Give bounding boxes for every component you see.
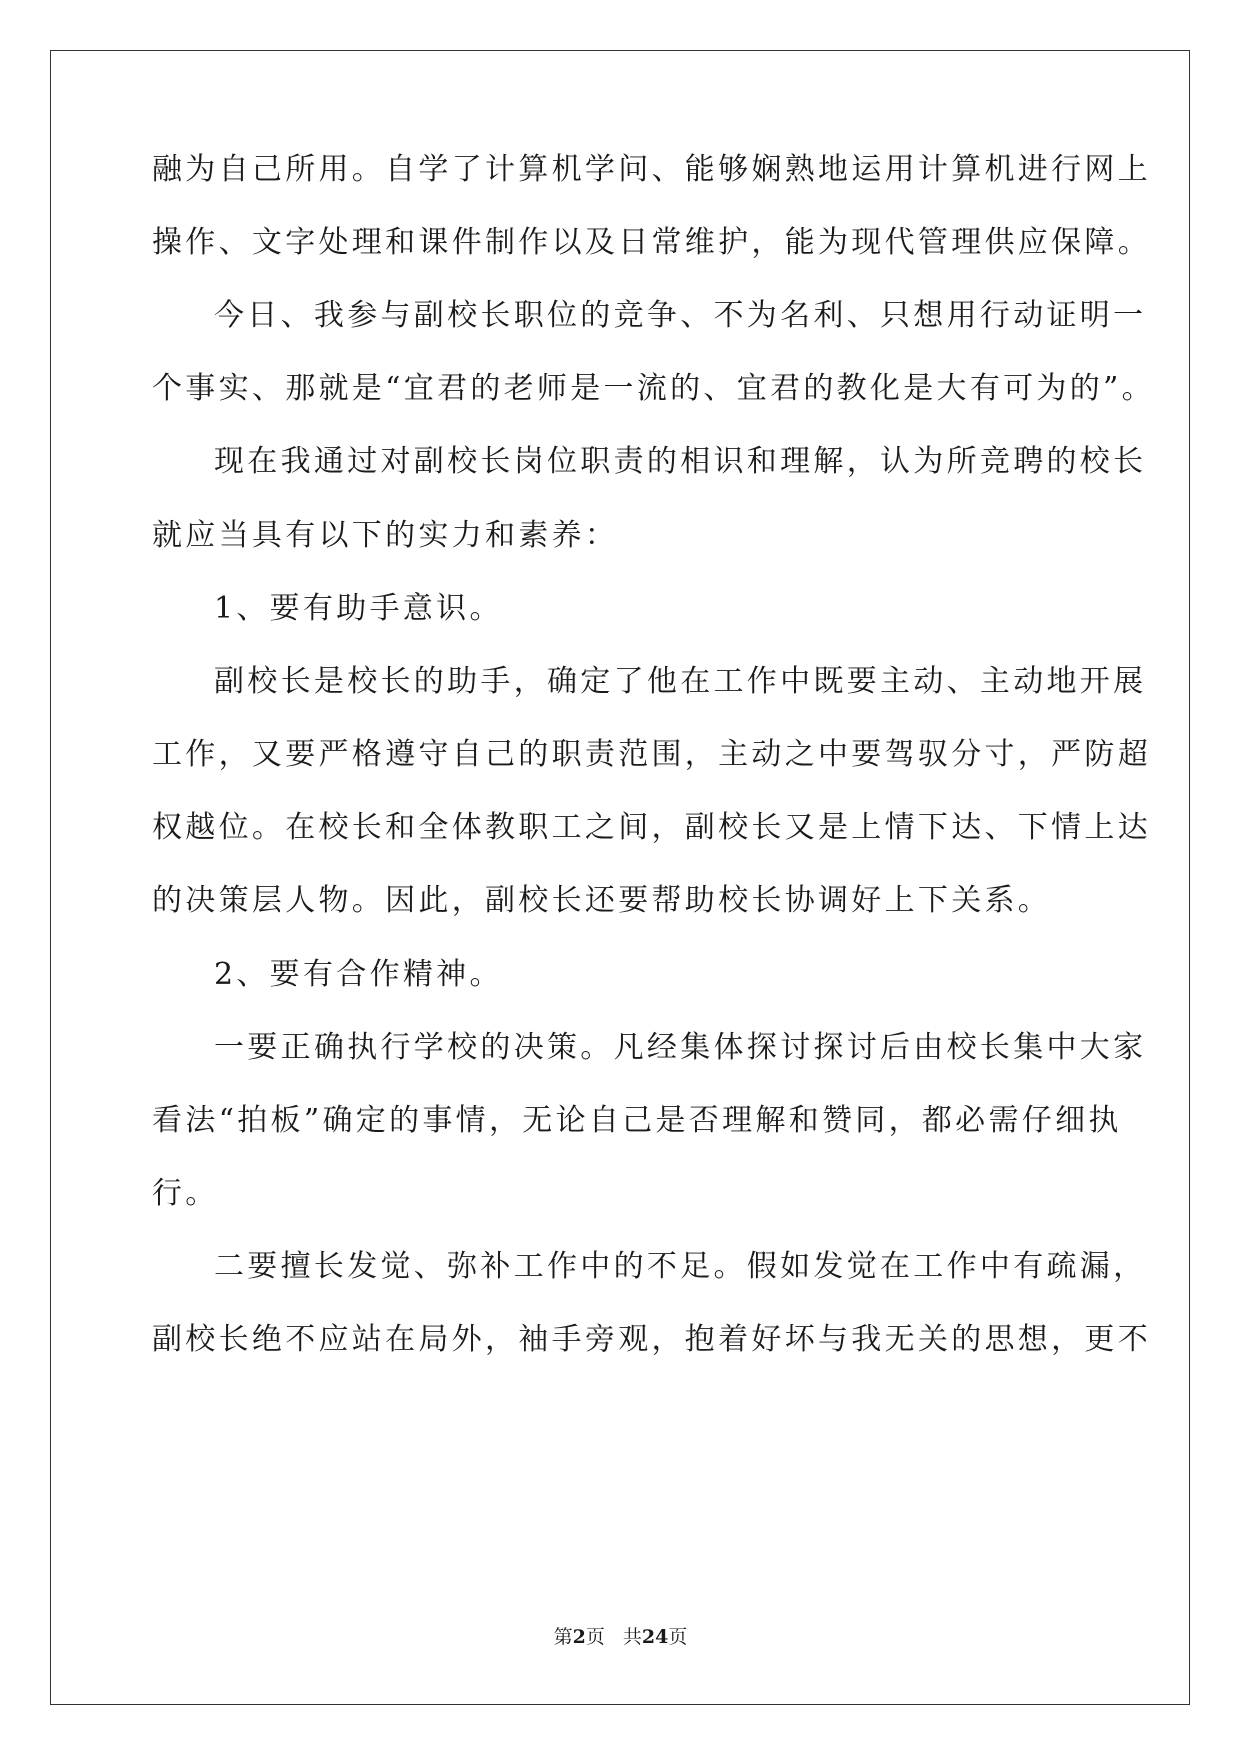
page-footer [0,1625,1241,1649]
footer-page-suffix: 页 [585,1626,605,1648]
total-pages: 24 [641,1626,669,1648]
paragraph-start-line: 现在我通过对副校长岗位职责的相识和理解，认为所竞聘的校长 [214,444,1147,479]
text-line: 的决策层人物。因此，副校长还要帮助校长协调好上下关系。 [152,883,1052,918]
paragraph-start-line: 今日、我参与副校长职位的竞争、不为名利、只想用行动证明一 [214,298,1147,333]
text-line: 个事实、那就是“宜君的老师是一流的、宜君的教化是大有可为的”。 [152,371,1155,406]
text-line: 行。 [152,1176,219,1211]
text-line: 看法“拍板”确定的事情，无论自己是否理解和赞同，都必需仔细执 [152,1103,1122,1138]
paragraph-start-line: 副校长是校长的助手，确定了他在工作中既要主动、主动地开展 [214,664,1147,699]
footer-total-prefix: 共 [622,1626,642,1648]
footer-prefix: 第 [553,1626,573,1648]
footer-total-suffix: 页 [668,1626,688,1648]
text-line: 权越位。在校长和全体教职工之间，副校长又是上情下达、下情上达 [152,810,1151,845]
section-heading: 2、要有合作精神。 [214,957,503,992]
section-heading: 1、要有助手意识。 [214,591,503,626]
text-line: 副校长绝不应站在局外，袖手旁观，抱着好坏与我无关的思想，更不 [152,1322,1151,1357]
text-line: 工作，又要严格遵守自己的职责范围，主动之中要驾驭分寸，严防超 [152,737,1151,772]
page-number: 2 [572,1626,586,1648]
paragraph-start-line: 一要正确执行学校的决策。凡经集体探讨探讨后由校长集中大家 [214,1030,1147,1065]
paragraph-start-line: 二要擅长发觉、弥补工作中的不足。假如发觉在工作中有疏漏， [214,1249,1147,1284]
text-line: 融为自己所用。自学了计算机学问、能够娴熟地运用计算机进行网上 [152,152,1151,187]
text-line: 就应当具有以下的实力和素养： [152,518,619,553]
text-line: 操作、文字处理和课件制作以及日常维护，能为现代管理供应保障。 [152,225,1151,260]
